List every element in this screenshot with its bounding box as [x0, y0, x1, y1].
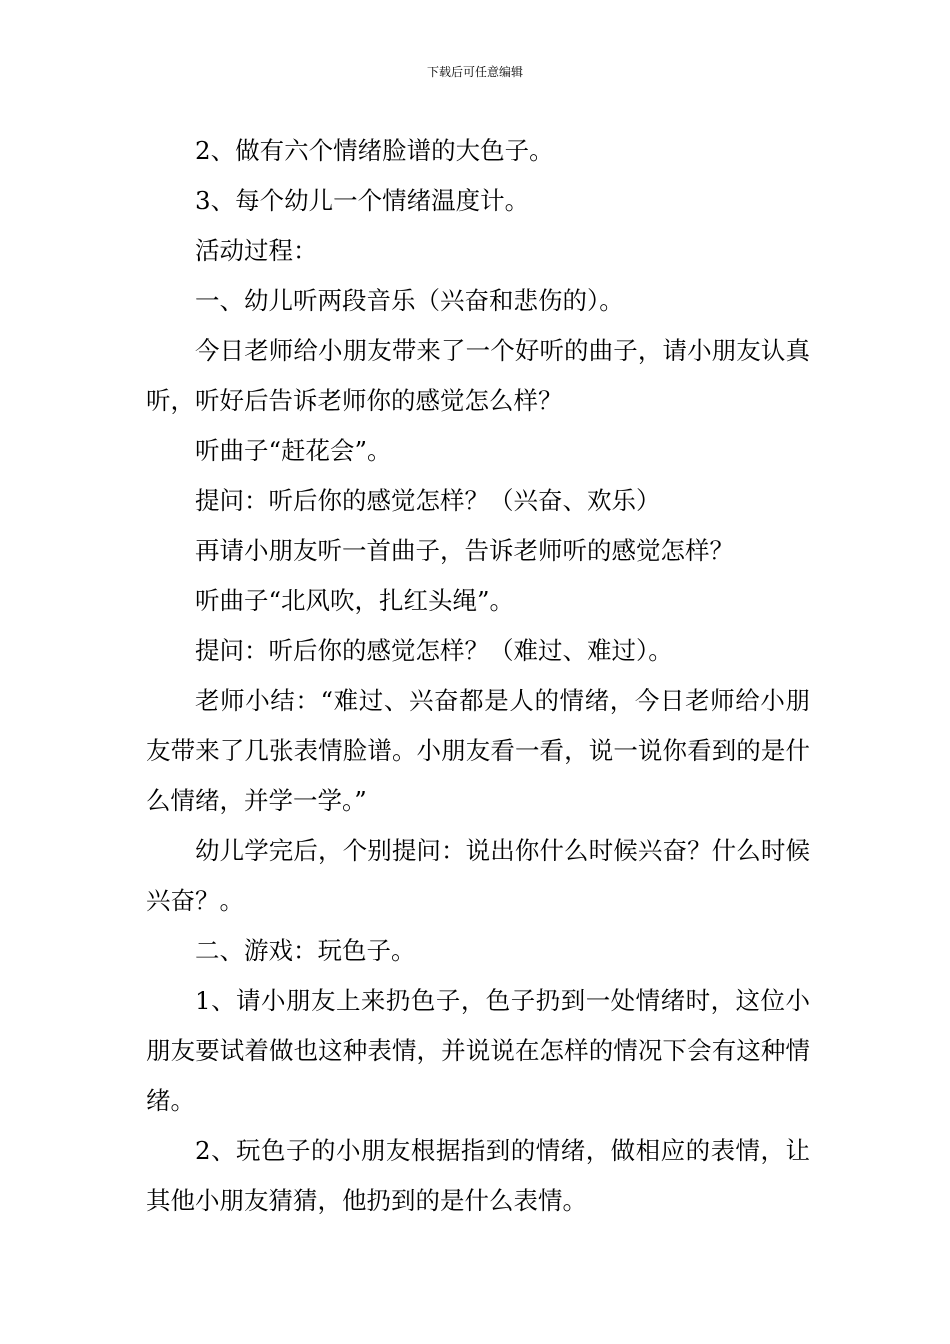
paragraph: 活动过程：: [195, 236, 318, 265]
paragraph: 一、幼儿听两段音乐（兴奋和悲伤的）。: [195, 286, 624, 315]
paragraph: 3、每个幼儿一个情绪温度计。: [195, 186, 530, 215]
paragraph: 幼儿学完后，个别提问：说出你什么时候兴奋？什么时候兴奋？。: [146, 836, 810, 915]
paragraph: 听曲子“赶花会”。: [195, 436, 392, 465]
document-body: [146, 126, 810, 1226]
paragraph: 2、做有六个情绪脸谱的大色子。: [195, 136, 554, 165]
paragraph: 听曲子“北风吹，扎红头绳”。: [195, 586, 515, 615]
paragraph: 二、游戏：玩色子。: [195, 936, 416, 965]
paragraph: 2、玩色子的小朋友根据指到的情绪，做相应的表情，让其他小朋友猜猜，他扔到的是什么表情。: [146, 1136, 810, 1215]
paragraph: 今日老师给小朋友带来了一个好听的曲子，请小朋友认真听，听好后告诉老师你的感觉怎么样？: [146, 336, 810, 415]
paragraph: 提问：听后你的感觉怎样？（难过、难过）。: [195, 636, 673, 665]
page-header: 下载后可任意编辑: [426, 65, 523, 79]
paragraph: 老师小结：“难过、兴奋都是人的情绪，今日老师给小朋友带来了几张表情脸谱。小朋友看一看，说一说你看到的是什么情绪，并学一学。”: [146, 686, 810, 815]
paragraph: 再请小朋友听一首曲子，告诉老师听的感觉怎样？: [195, 536, 734, 565]
paragraph: 提问：听后你的感觉怎样？（兴奋、欢乐）: [195, 486, 661, 515]
paragraph: 1、请小朋友上来扔色子，色子扔到一处情绪时，这位小朋友要试着做也这种表情，并说说在怎样的情况下会有这种情绪。: [146, 986, 810, 1115]
